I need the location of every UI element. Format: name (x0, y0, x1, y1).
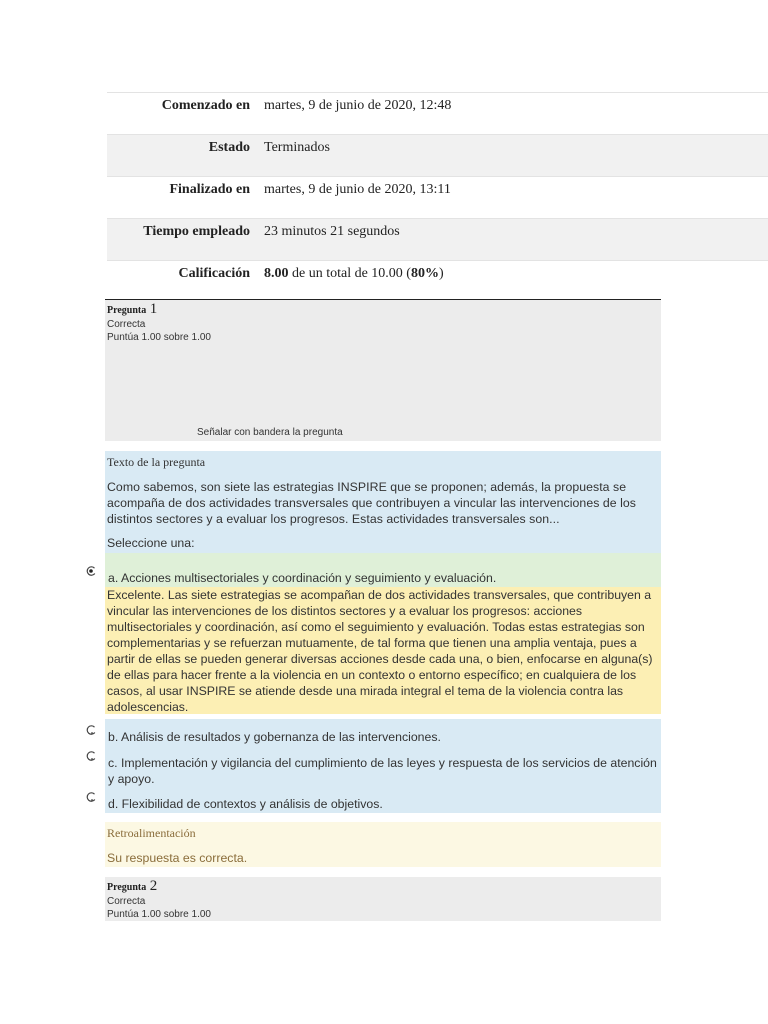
time-value: 23 minutos 21 segundos (264, 224, 400, 239)
question-state: Correcta (107, 319, 146, 330)
state-label: Estado (208, 140, 250, 155)
radio-d-icon[interactable] (85, 791, 97, 803)
answer-prompt: Seleccione una: (107, 536, 195, 550)
question-grade: Puntúa 1.00 sobre 1.00 (107, 332, 211, 343)
grade-end: ) (438, 266, 444, 281)
completed-label: Finalizado en (169, 182, 250, 197)
question-number (107, 877, 661, 895)
grade-mid: de un total de 10.00 ( (288, 266, 411, 281)
completed-value: martes, 9 de junio de 2020, 13:11 (264, 182, 451, 197)
grade-score: 8.00 (264, 266, 289, 281)
started-label: Comenzado en (161, 98, 250, 113)
specific-feedback: Excelente. Las siete estrategias se acompañan de dos actividades transversales, que contribuyen a vincular las intervenciones de los distintos sectores y a evaluar los progresos: acciones multisectoriales y coordinación, así como el seguimiento y evaluación. Todas estas estrategias son complementarias y se refuerzan mutuamente, de tal forma que tienen una amplia ventaja, pues a partir de ellas se pueden generar diversas acciones desde cada una, o bien, enfocarse en alguna(s) de ellas para hacer frente a la violencia en un contexto o entorno específico; en cualquiera de los casos, al usar INSPIRE se atiende desde una mirada integral el tema de la violencia contra las adolescencias. (105, 587, 661, 714)
summary-row-started (107, 92, 768, 134)
attempt-summary-table (107, 92, 768, 302)
question-text-caption: Texto de la pregunta (107, 455, 206, 469)
question-grade: Puntúa 1.00 sobre 1.00 (107, 909, 211, 920)
question-feedback (105, 822, 661, 867)
started-value: martes, 9 de junio de 2020, 12:48 (264, 98, 452, 113)
grade-percent: 80% (410, 266, 439, 281)
summary-row-state (107, 134, 768, 176)
summary-row-grade (107, 260, 768, 302)
radio-b-icon[interactable] (85, 724, 97, 736)
answer-option-a[interactable]: a. Acciones multisectoriales y coordinación y seguimiento y evaluación. (105, 553, 661, 587)
answer-option-b[interactable]: b. Análisis de resultados y gobernanza de las intervenciones. (108, 730, 441, 744)
question-1-text-block (105, 451, 661, 553)
answer-option-c[interactable]: c. Implementación y vigilancia del cumplimiento de las leyes y respuesta de los servicios de atención y apoyo. (108, 756, 657, 786)
question-2-info (105, 877, 661, 921)
radio-c-icon[interactable] (85, 750, 97, 762)
question-word: Pregunta (107, 305, 147, 316)
question-state: Correcta (107, 896, 146, 907)
question-number-value: 1 (149, 301, 158, 317)
outcome-text: Su respuesta es correcta. (107, 851, 248, 865)
time-label: Tiempo empleado (143, 224, 250, 239)
grade-label: Calificación (178, 266, 250, 281)
summary-row-time (107, 218, 768, 260)
feedback-caption: Retroalimentación (107, 826, 196, 840)
radio-a-selected-icon[interactable] (85, 565, 97, 577)
question-1-info (105, 299, 661, 441)
answer-option-d[interactable]: d. Flexibilidad de contextos y análisis de objetivos. (108, 797, 383, 811)
state-value: Terminados (264, 140, 330, 155)
question-text: Como sabemos, son siete las estrategias INSPIRE que se proponen; además, la propuesta se acompaña de dos actividades transversales que contribuyen a vincular las intervenciones de los distintos sectores y a evaluar los progresos. Estas actividades transversales son... (107, 480, 636, 526)
grade-value (250, 261, 444, 282)
summary-row-completed (107, 176, 768, 218)
question-number (107, 300, 661, 318)
question-word: Pregunta (107, 882, 147, 893)
flag-question-link[interactable]: Señalar con bandera la pregunta (197, 427, 343, 438)
question-number-value: 2 (149, 878, 158, 894)
